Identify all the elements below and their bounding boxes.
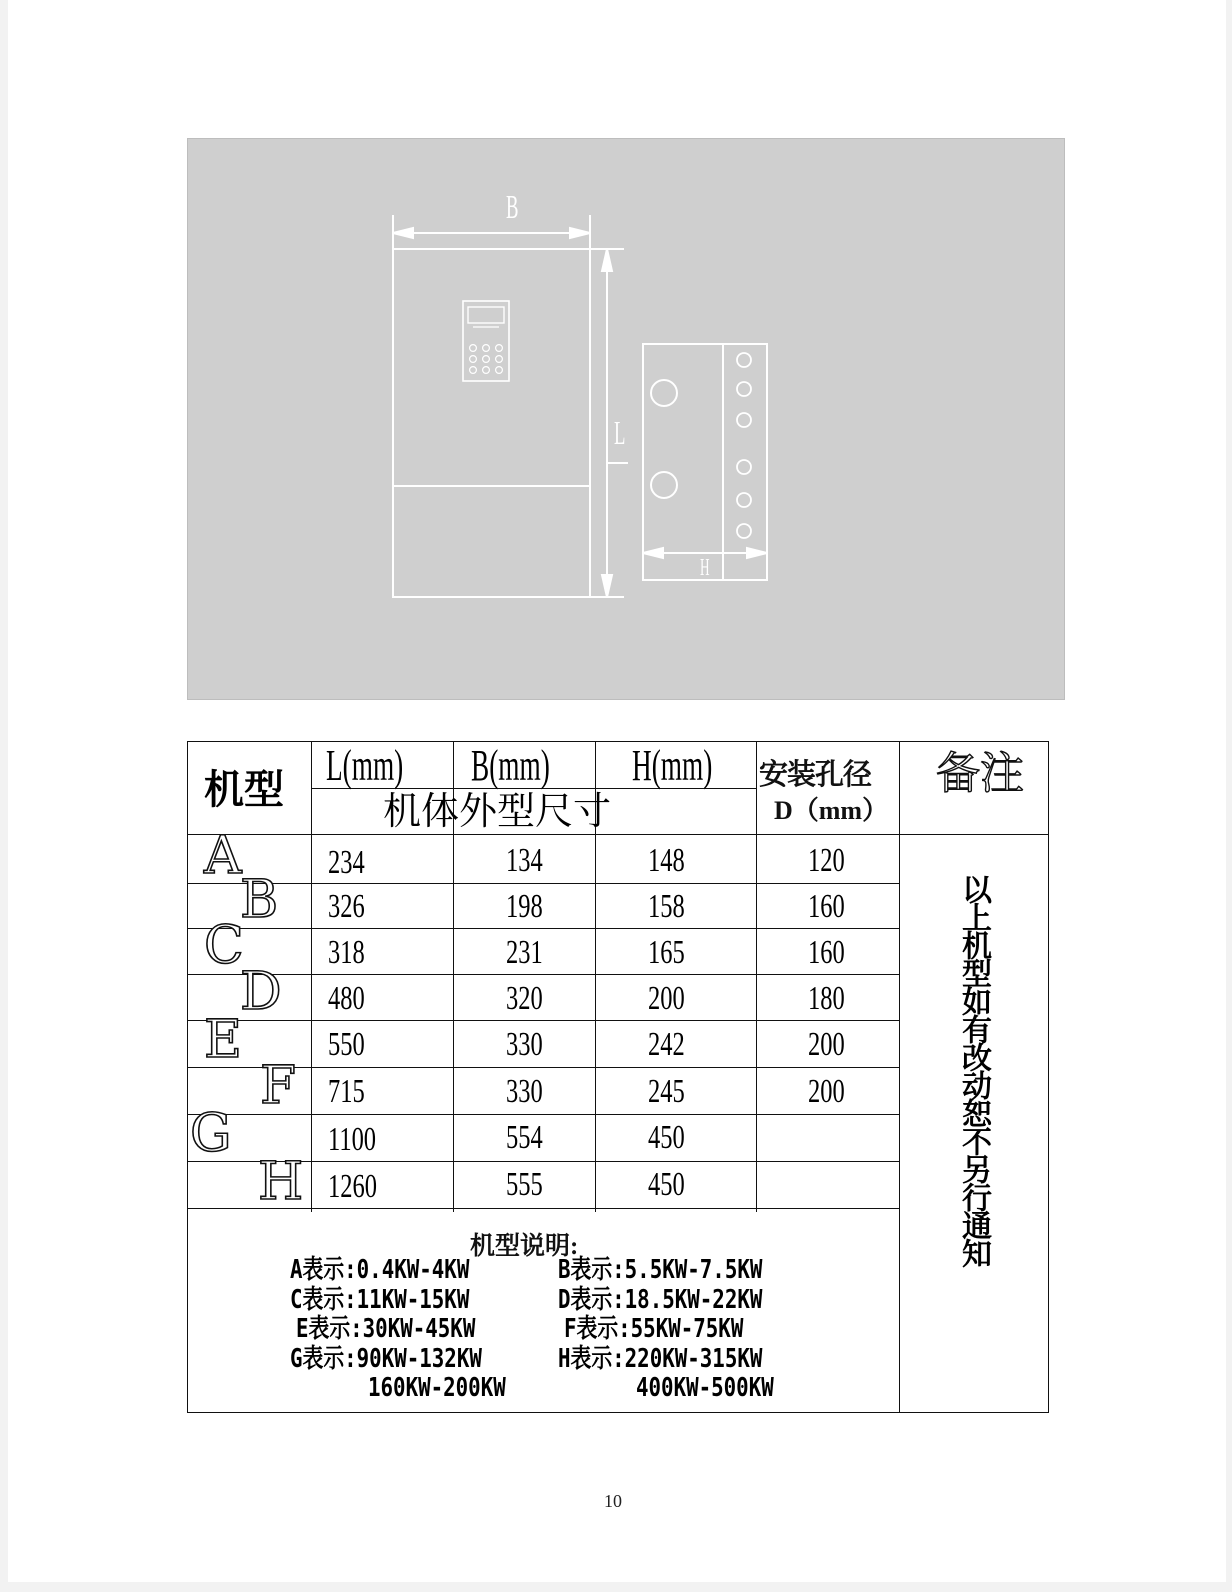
dimension-label-l: L: [614, 415, 626, 452]
cell-h: 450: [648, 1119, 685, 1156]
model-letter: D: [240, 962, 282, 1022]
header-model: 机型: [204, 767, 284, 812]
cell-b: 330: [506, 1073, 543, 1110]
cell-l: 326: [328, 888, 365, 925]
model-letter: A: [204, 826, 242, 886]
model-letter: B: [240, 870, 279, 930]
header-col-l: L(mm): [326, 741, 404, 790]
cell-h: 200: [648, 980, 685, 1017]
header-remark: 备注: [936, 749, 1024, 798]
keypad-display: [468, 307, 504, 323]
inverter-outline-drawing: [188, 139, 1064, 699]
cell-d: 200: [808, 1073, 845, 1110]
cell-h: 245: [648, 1073, 685, 1110]
cell-b: 554: [506, 1119, 543, 1156]
cell-d: 120: [808, 842, 845, 879]
model-letter: C: [204, 916, 244, 976]
model-letter: F: [260, 1056, 297, 1116]
cell-b: 320: [506, 980, 543, 1017]
page-number: 10: [604, 1491, 622, 1511]
note-e: E表示:30KW-45KW: [296, 1314, 476, 1344]
side-hole: [651, 472, 677, 498]
cell-l: 480: [328, 980, 365, 1017]
cell-l: 550: [328, 1026, 365, 1063]
note-h-extra: 400KW-500KW: [636, 1373, 774, 1403]
cell-b: 231: [506, 934, 543, 971]
header-hole-diameter: 安装孔径: [759, 759, 872, 791]
cell-h: 148: [648, 842, 685, 879]
cell-b: 198: [506, 888, 543, 925]
cell-b: 134: [506, 842, 543, 879]
document-page: [8, 0, 1226, 1582]
remark-text: 以上机型如有改动恕不另行通知: [956, 874, 991, 1266]
cell-h: 158: [648, 888, 685, 925]
cell-d: 160: [808, 934, 845, 971]
cell-d: 200: [808, 1026, 845, 1063]
note-g: G表示:90KW-132KW: [290, 1344, 482, 1374]
dimension-spec-table: [187, 741, 1049, 1413]
cell-l: 715: [328, 1073, 365, 1110]
model-letter: H: [258, 1152, 304, 1212]
cell-d: 180: [808, 980, 845, 1017]
note-b: B表示:5.5KW-7.5KW: [558, 1255, 763, 1285]
dimension-label-h: H: [700, 555, 710, 581]
model-letter: G: [190, 1104, 232, 1164]
dimension-label-b: B: [506, 189, 519, 226]
cell-b: 555: [506, 1166, 543, 1203]
header-hole-unit: D（mm）: [774, 796, 889, 825]
cell-h: 165: [648, 934, 685, 971]
note-g-extra: 160KW-200KW: [368, 1373, 506, 1403]
cell-l: 318: [328, 934, 365, 971]
model-letter: E: [204, 1010, 242, 1070]
side-hole: [651, 380, 677, 406]
cell-h: 450: [648, 1166, 685, 1203]
cell-l: 1100: [328, 1121, 377, 1158]
cell-l: 1260: [328, 1168, 377, 1205]
cell-b: 330: [506, 1026, 543, 1063]
header-col-h: H(mm): [632, 741, 713, 790]
cell-l: 234: [328, 844, 365, 881]
header-col-b: B(mm): [471, 741, 550, 790]
cell-h: 242: [648, 1026, 685, 1063]
note-a: A表示:0.4KW-4KW: [290, 1255, 470, 1285]
cell-d: 160: [808, 888, 845, 925]
note-f: F表示:55KW-75KW: [564, 1314, 744, 1344]
dimension-drawing: [187, 138, 1065, 700]
header-group-dimensions: 机体外型尺寸: [383, 791, 612, 833]
note-c: C表示:11KW-15KW: [290, 1285, 470, 1315]
note-d: D表示:18.5KW-22KW: [558, 1285, 763, 1315]
note-h: H表示:220KW-315KW: [558, 1344, 763, 1374]
notes-title: 机型说明:: [470, 1233, 579, 1260]
